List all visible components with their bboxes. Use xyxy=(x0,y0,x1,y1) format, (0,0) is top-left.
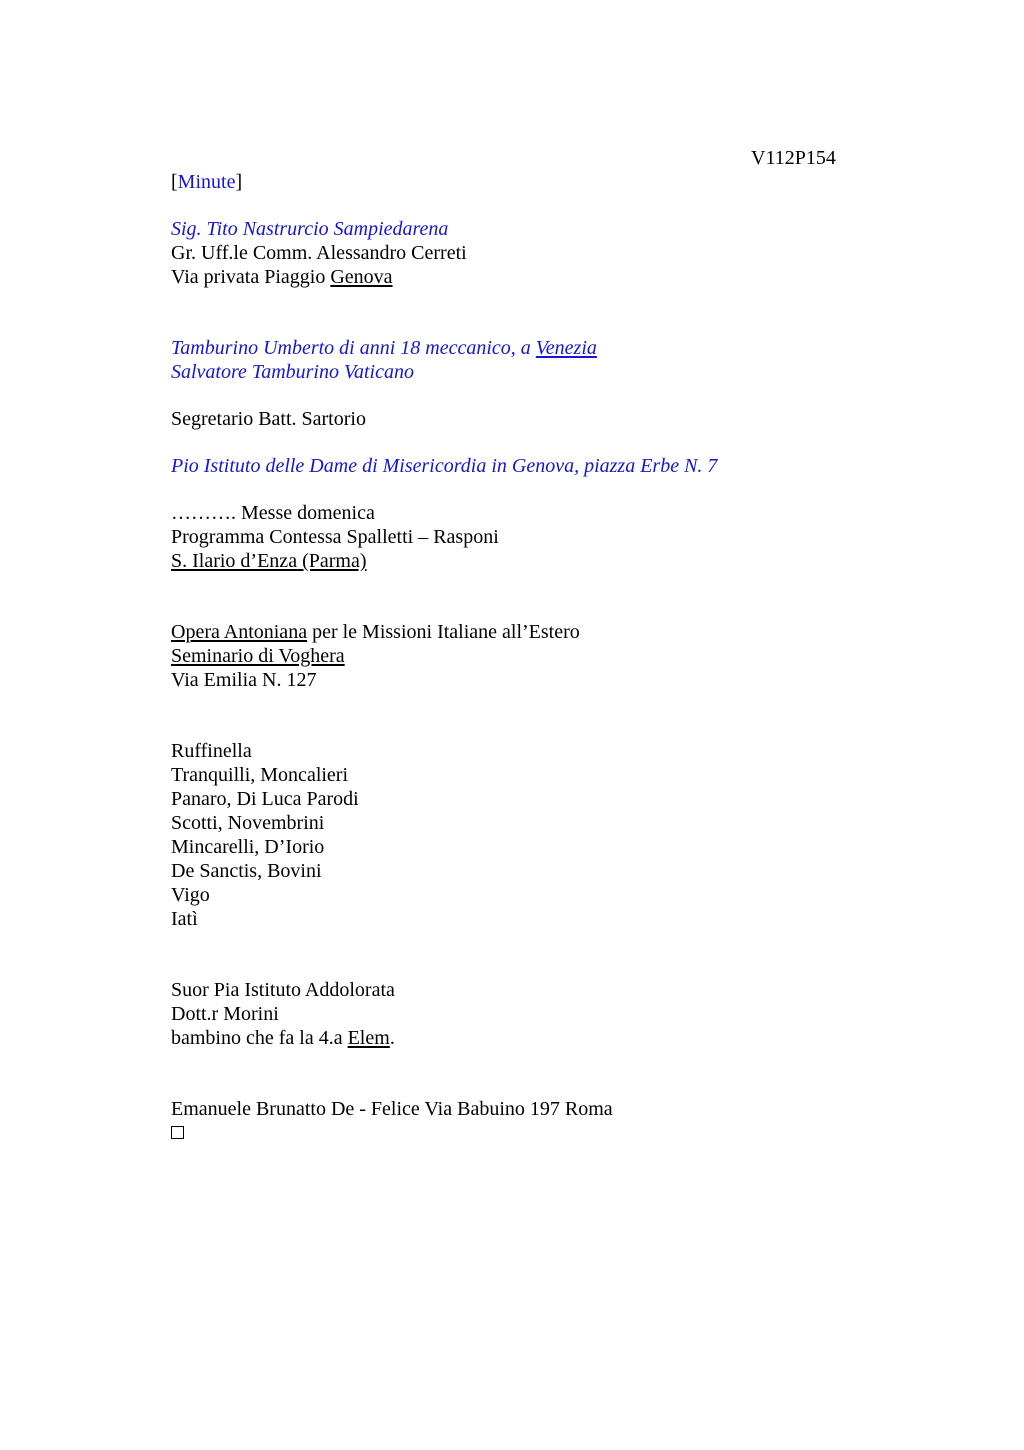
opera-name: Opera Antoniana xyxy=(171,621,308,643)
name-list-item: Scotti, Novembrini xyxy=(171,812,325,834)
sister-line: Suor Pia Istituto Addolorata xyxy=(171,979,395,1001)
name-list-item: Ruffinella xyxy=(171,740,252,762)
name-list-item: Mincarelli, D’Iorio xyxy=(171,836,325,858)
child-text: bambino che fa la 4.a xyxy=(171,1027,348,1049)
child-grade: Elem xyxy=(347,1027,390,1049)
name-list-item: Vigo xyxy=(171,884,210,906)
opera-line xyxy=(171,620,931,644)
name-list-item: Iatì xyxy=(171,908,198,930)
location-line: S. Ilario d’Enza (Parma) xyxy=(171,550,367,572)
minute-label: Minute xyxy=(177,171,236,193)
checkbox-symbol-icon xyxy=(171,1126,184,1139)
name-list-item: Panaro, Di Luca Parodi xyxy=(171,788,359,810)
address-block-1-line-1: Sig. Tito Nastrurcio Sampiedarena xyxy=(171,218,449,240)
child-period: . xyxy=(389,1027,395,1049)
doctor-line: Dott.r Morini xyxy=(171,1003,279,1025)
address-block-1-line-3 xyxy=(171,265,931,289)
address-block-2-person: Tamburino Umberto di anni 18 meccanico, a xyxy=(171,337,536,359)
address-block-2-line-2: Salvatore Tamburino Vaticano xyxy=(171,361,414,383)
name-list-item: De Sanctis, Bovini xyxy=(171,860,322,882)
secretary-line: Segretario Batt. Sartorio xyxy=(171,408,366,430)
minute-open-bracket: [ xyxy=(171,171,178,193)
brunatto-line: Emanuele Brunatto De - Felice Via Babuino 197 Roma xyxy=(171,1098,613,1120)
address-block-2-city: Venezia xyxy=(535,337,597,359)
child-line xyxy=(171,1026,931,1050)
name-list-item: Tranquilli, Moncalieri xyxy=(171,764,349,786)
masses-line: ………. Messe domenica xyxy=(171,502,375,524)
address-block-1-line-2: Gr. Uff.le Comm. Alessandro Cerreti xyxy=(171,242,467,264)
address-block-1-street: Via privata Piaggio xyxy=(171,266,331,288)
seminary-address-line: Via Emilia N. 127 xyxy=(171,669,317,691)
page-reference: V112P154 xyxy=(751,147,836,169)
program-line: Programma Contessa Spalletti – Rasponi xyxy=(171,526,499,548)
seminary-line: Seminario di Voghera xyxy=(171,645,345,667)
checkbox-line xyxy=(171,1121,931,1145)
opera-description: per le Missioni Italiane all’Estero xyxy=(307,621,580,643)
minute-close-bracket: ] xyxy=(235,171,243,193)
address-block-1-city: Genova xyxy=(330,266,393,288)
document-body xyxy=(171,170,931,1145)
address-block-2-line-1 xyxy=(171,336,931,360)
institute-line: Pio Istituto delle Dame di Misericordia in Genova, piazza Erbe N. 7 xyxy=(171,455,718,477)
minute-heading xyxy=(171,170,931,194)
